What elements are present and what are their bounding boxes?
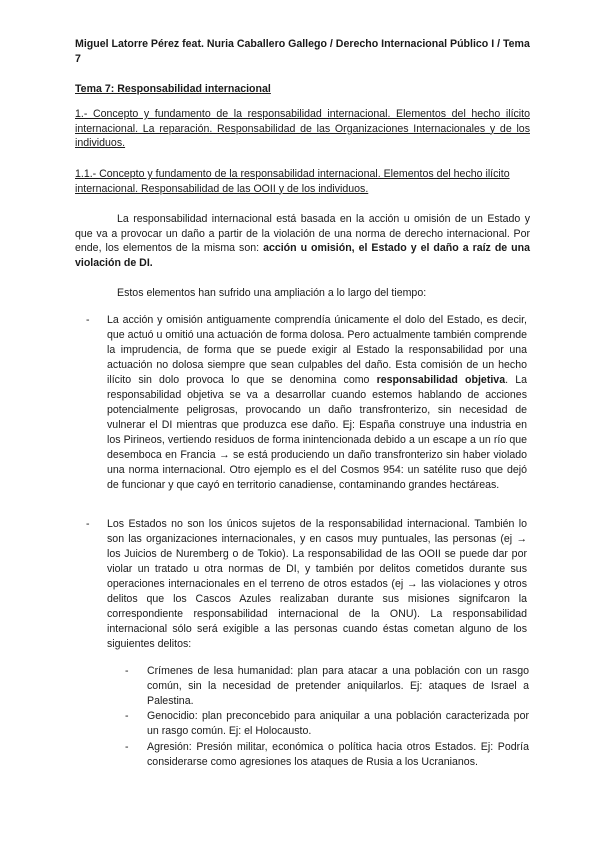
bullet-1-text-b: . La responsabilidad objetiva se va a desarrollar cuando estemos hablando de acciones potencialmente peligrosas, provocando un daño transfronterizo, sin necesidad de vulnerar el DI mientras que produzca ese daño. Ej: España construye una industria en los Pirineos, vertiendo residuos de forma inintencionada debido a un escape a un río que desemboca en Francia → se está produciendo un daño transfronterizo sin haber violado una norma internacional. Otro ejemplo es el del Cosmos 954: un satélite ruso que dejó de funcionar y que cayó en territorio canadiense, contaminando grandes hectáreas.	[107, 374, 528, 491]
intro2-paragraph: Estos elementos han sufrido una ampliación a lo largo del tiempo:	[117, 287, 427, 299]
bullet-1-bold: responsabilidad objetiva	[376, 374, 506, 386]
sub-bullet-dash: -	[125, 741, 129, 753]
sub-bullet-text: Crímenes de lesa humanidad: plan para atacar a una población con un rasgo común, sin la necesidad de pretender aniquilarlos. Ej: ataques de Israel a Palestina.	[147, 665, 529, 707]
sub-bullet-dash: -	[125, 710, 129, 722]
header-title: Miguel Latorre Pérez feat. Nuria Caballero Gallego / Derecho Internacional Público I / Tema 7	[75, 38, 530, 65]
sub-bullet-text: Agresión: Presión militar, económica o política hacia otros Estados. Ej: Podría considerarse como agresiones los ataques de Rusia a los Ucranianos.	[147, 741, 529, 768]
section-1-heading: 1.- Concepto y fundamento de la responsabilidad internacional. Elementos del hecho ilícito internacional. La reparación. Responsabilidad de las Organizaciones Internacionales y de los individuos.	[75, 108, 530, 149]
sub-bullet-lesa-humanidad	[125, 664, 529, 709]
bullet-2-text: Los Estados no son los únicos sujetos de la responsabilidad internacional. También lo son las organizaciones internacionales, y en casos muy puntuales, las personas (ej → los Juicios de Nuremberg o de Tokio). La responsabilidad de las OOII se puede dar por violar un tratado u otra normas de DI, y también por delitos cometidos durante sus operaciones internacionales en el terreno de otros estados (ej → las violaciones y otros delitos que los Cascos Azules realizaban durante sus misiones signifcaron la correspondiente responsabilidad internacional de la ONU). La responsabilidad internacional sólo será exigible a las personas cuando éstas cometan alguno de los siguientes delitos:	[107, 518, 527, 650]
tema-heading: Tema 7: Responsabilidad internacional	[75, 83, 271, 95]
sub-bullet-dash: -	[125, 665, 129, 677]
section-1-1-heading: 1.1.- Concepto y fundamento de la responsabilidad internacional. Elementos del hecho ilícito internacional. Responsabilidad de las OOII y de los individuos.	[75, 168, 510, 195]
bullet-dash: -	[86, 518, 90, 530]
bullet-dash: -	[86, 314, 90, 326]
intro-text: La responsabilidad internacional está basada en la acción u omisión de un Estado y que va a provocar un daño a partir de la violación de una norma de derecho internacional. Por ende, los elementos de la misma son:	[75, 213, 530, 255]
bullet-sujetos	[86, 517, 527, 652]
intro-bold-elements: acción u omisión, el Estado y el daño a raíz de una violación de DI.	[75, 242, 530, 269]
sub-bullet-text: Genocidio: plan preconcebido para aniquilar a una población caracterizada por un rasgo común. Ej: el Holocausto.	[147, 710, 529, 737]
intro-paragraph	[75, 212, 530, 270]
sub-bullet-agresion	[125, 740, 529, 770]
bullet-accion-omision	[86, 313, 528, 493]
bullet-1-text-a: La acción y omisión antiguamente comprendía únicamente el dolo del Estado, es decir, que actuó u omitió una actuación de forma dolosa. Pero actualmente también comprende la imprudencia, de forma que se puede exigir al Estado la responsabilidad por una actuación no dolosa siempre que sean culpables del daño. Esta comisión de un hecho ilícito sin dolo provoca lo que se denomina como	[107, 314, 527, 386]
sub-bullet-genocidio	[125, 709, 529, 739]
document-header	[75, 37, 530, 67]
